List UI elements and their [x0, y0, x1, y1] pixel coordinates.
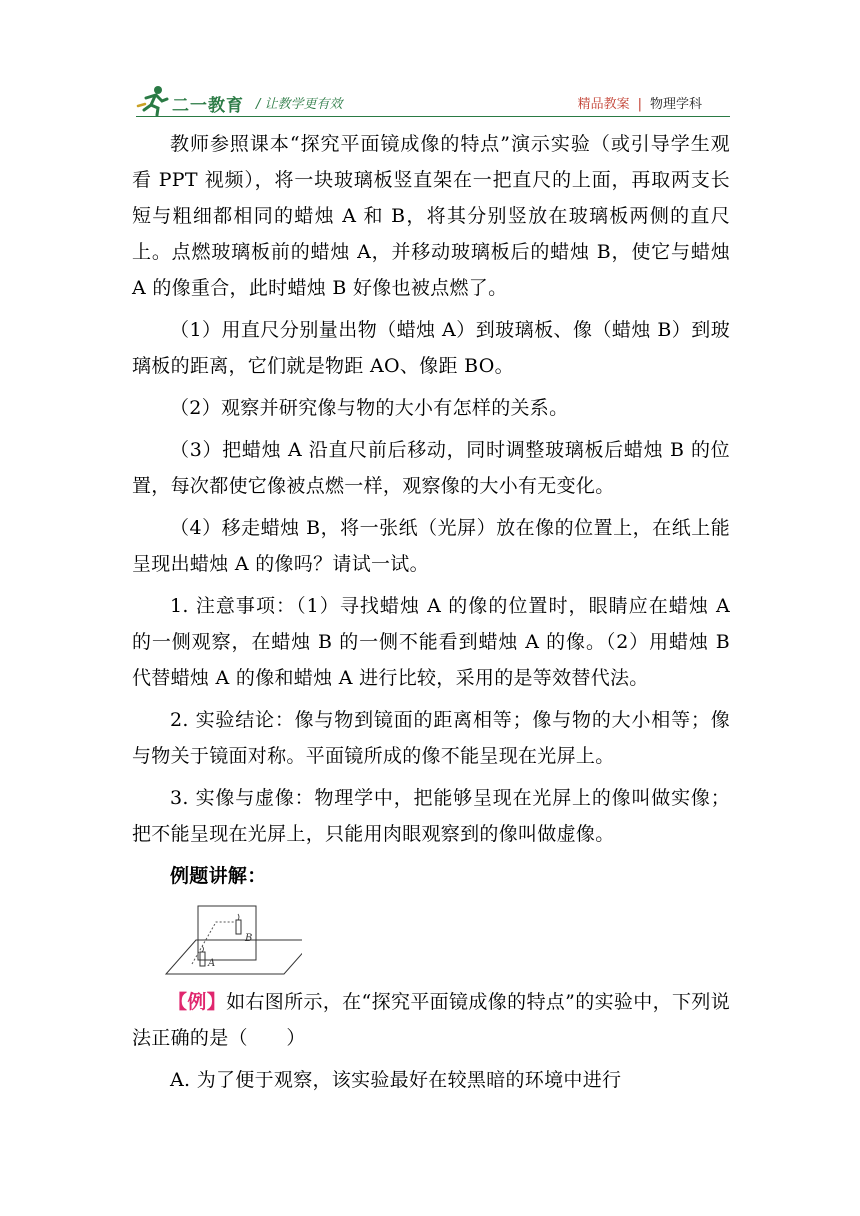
- header-tags: [578, 93, 702, 112]
- document-body: [132, 126, 730, 1104]
- example-heading: 例题讲解：: [170, 865, 267, 887]
- tag-separator: |: [637, 97, 642, 112]
- runner-logo-icon: [136, 84, 170, 116]
- label-a: A: [208, 958, 216, 969]
- slogan: / 让教学更有效: [256, 97, 343, 112]
- subject-label: 物理学科: [649, 97, 702, 112]
- page-header: [136, 84, 730, 118]
- mirror-experiment-figure: [162, 902, 302, 982]
- note-precautions: 1. 注意事项：（1）寻找蜡烛 A 的像的位置时，眼睛应在蜡烛 A 的一侧观察，在蜡烛 B 的一侧不能看到蜡烛 A 的像。（2）用蜡烛 B 代替蜡烛 A 的像和蜡烛 A 进行比较，采用的是等效替代法。: [132, 595, 730, 689]
- header-divider: [136, 116, 730, 117]
- tag-label: 精品教案: [577, 97, 630, 112]
- option-a: A. 为了便于观察，该实验最好在较黑暗的环境中进行: [170, 1069, 622, 1091]
- candle-a: [200, 952, 205, 966]
- example-label: 【例】: [168, 991, 227, 1013]
- logo-text: 二一教育: [172, 96, 244, 116]
- logo: [136, 84, 244, 118]
- note-conclusion: 2. 实验结论：像与物到镜面的距离相等；像与物的大小相等；像与物关于镜面对称。平面镜所成的像不能呈现在光屏上。: [132, 709, 730, 767]
- intro-paragraph: 教师参照课本“探究平面镜成像的特点”演示实验（或引导学生观看 PPT 视频），将一块玻璃板竖直架在一把直尺的上面，再取两支长短与粗细都相同的蜡烛 A 和 B，将其分别竖放在玻璃板两侧的直尺上。点燃玻璃板前的蜡烛 A，并移动玻璃板后的蜡烛 B，使它与蜡烛 A 的像重合，此时蜡烛 B 好像也被点燃了。: [132, 133, 730, 299]
- note-real-virtual-image: 3. 实像与虚像：物理学中，把能够呈现在光屏上的像叫做实像；把不能呈现在光屏上，只能用肉眼观察到的像叫做虚像。: [132, 787, 730, 845]
- step-1: （1）用直尺分别量出物（蜡烛 A）到玻璃板、像（蜡烛 B）到玻璃板的距离，它们就是物距 AO、像距 BO。: [132, 319, 730, 377]
- mirror-setup-diagram: [162, 902, 302, 982]
- example-question: [132, 984, 730, 1056]
- label-b: B: [245, 933, 253, 944]
- base-board: [166, 940, 302, 974]
- candle-b: [236, 920, 241, 934]
- step-4: （4）移走蜡烛 B，将一张纸（光屏）放在像的位置上，在纸上能呈现出蜡烛 A 的像吗？请试一试。: [132, 517, 730, 575]
- example-question-text: 如右图所示，在“探究平面镜成像的特点”的实验中，下列说法正确的是（ ）: [132, 991, 730, 1049]
- step-2: （2）观察并研究像与物的大小有怎样的关系。: [170, 397, 569, 419]
- step-3: （3）把蜡烛 A 沿直尺前后移动，同时调整玻璃板后蜡烛 B 的位置，每次都使它像被点燃一样，观察像的大小有无变化。: [132, 439, 730, 497]
